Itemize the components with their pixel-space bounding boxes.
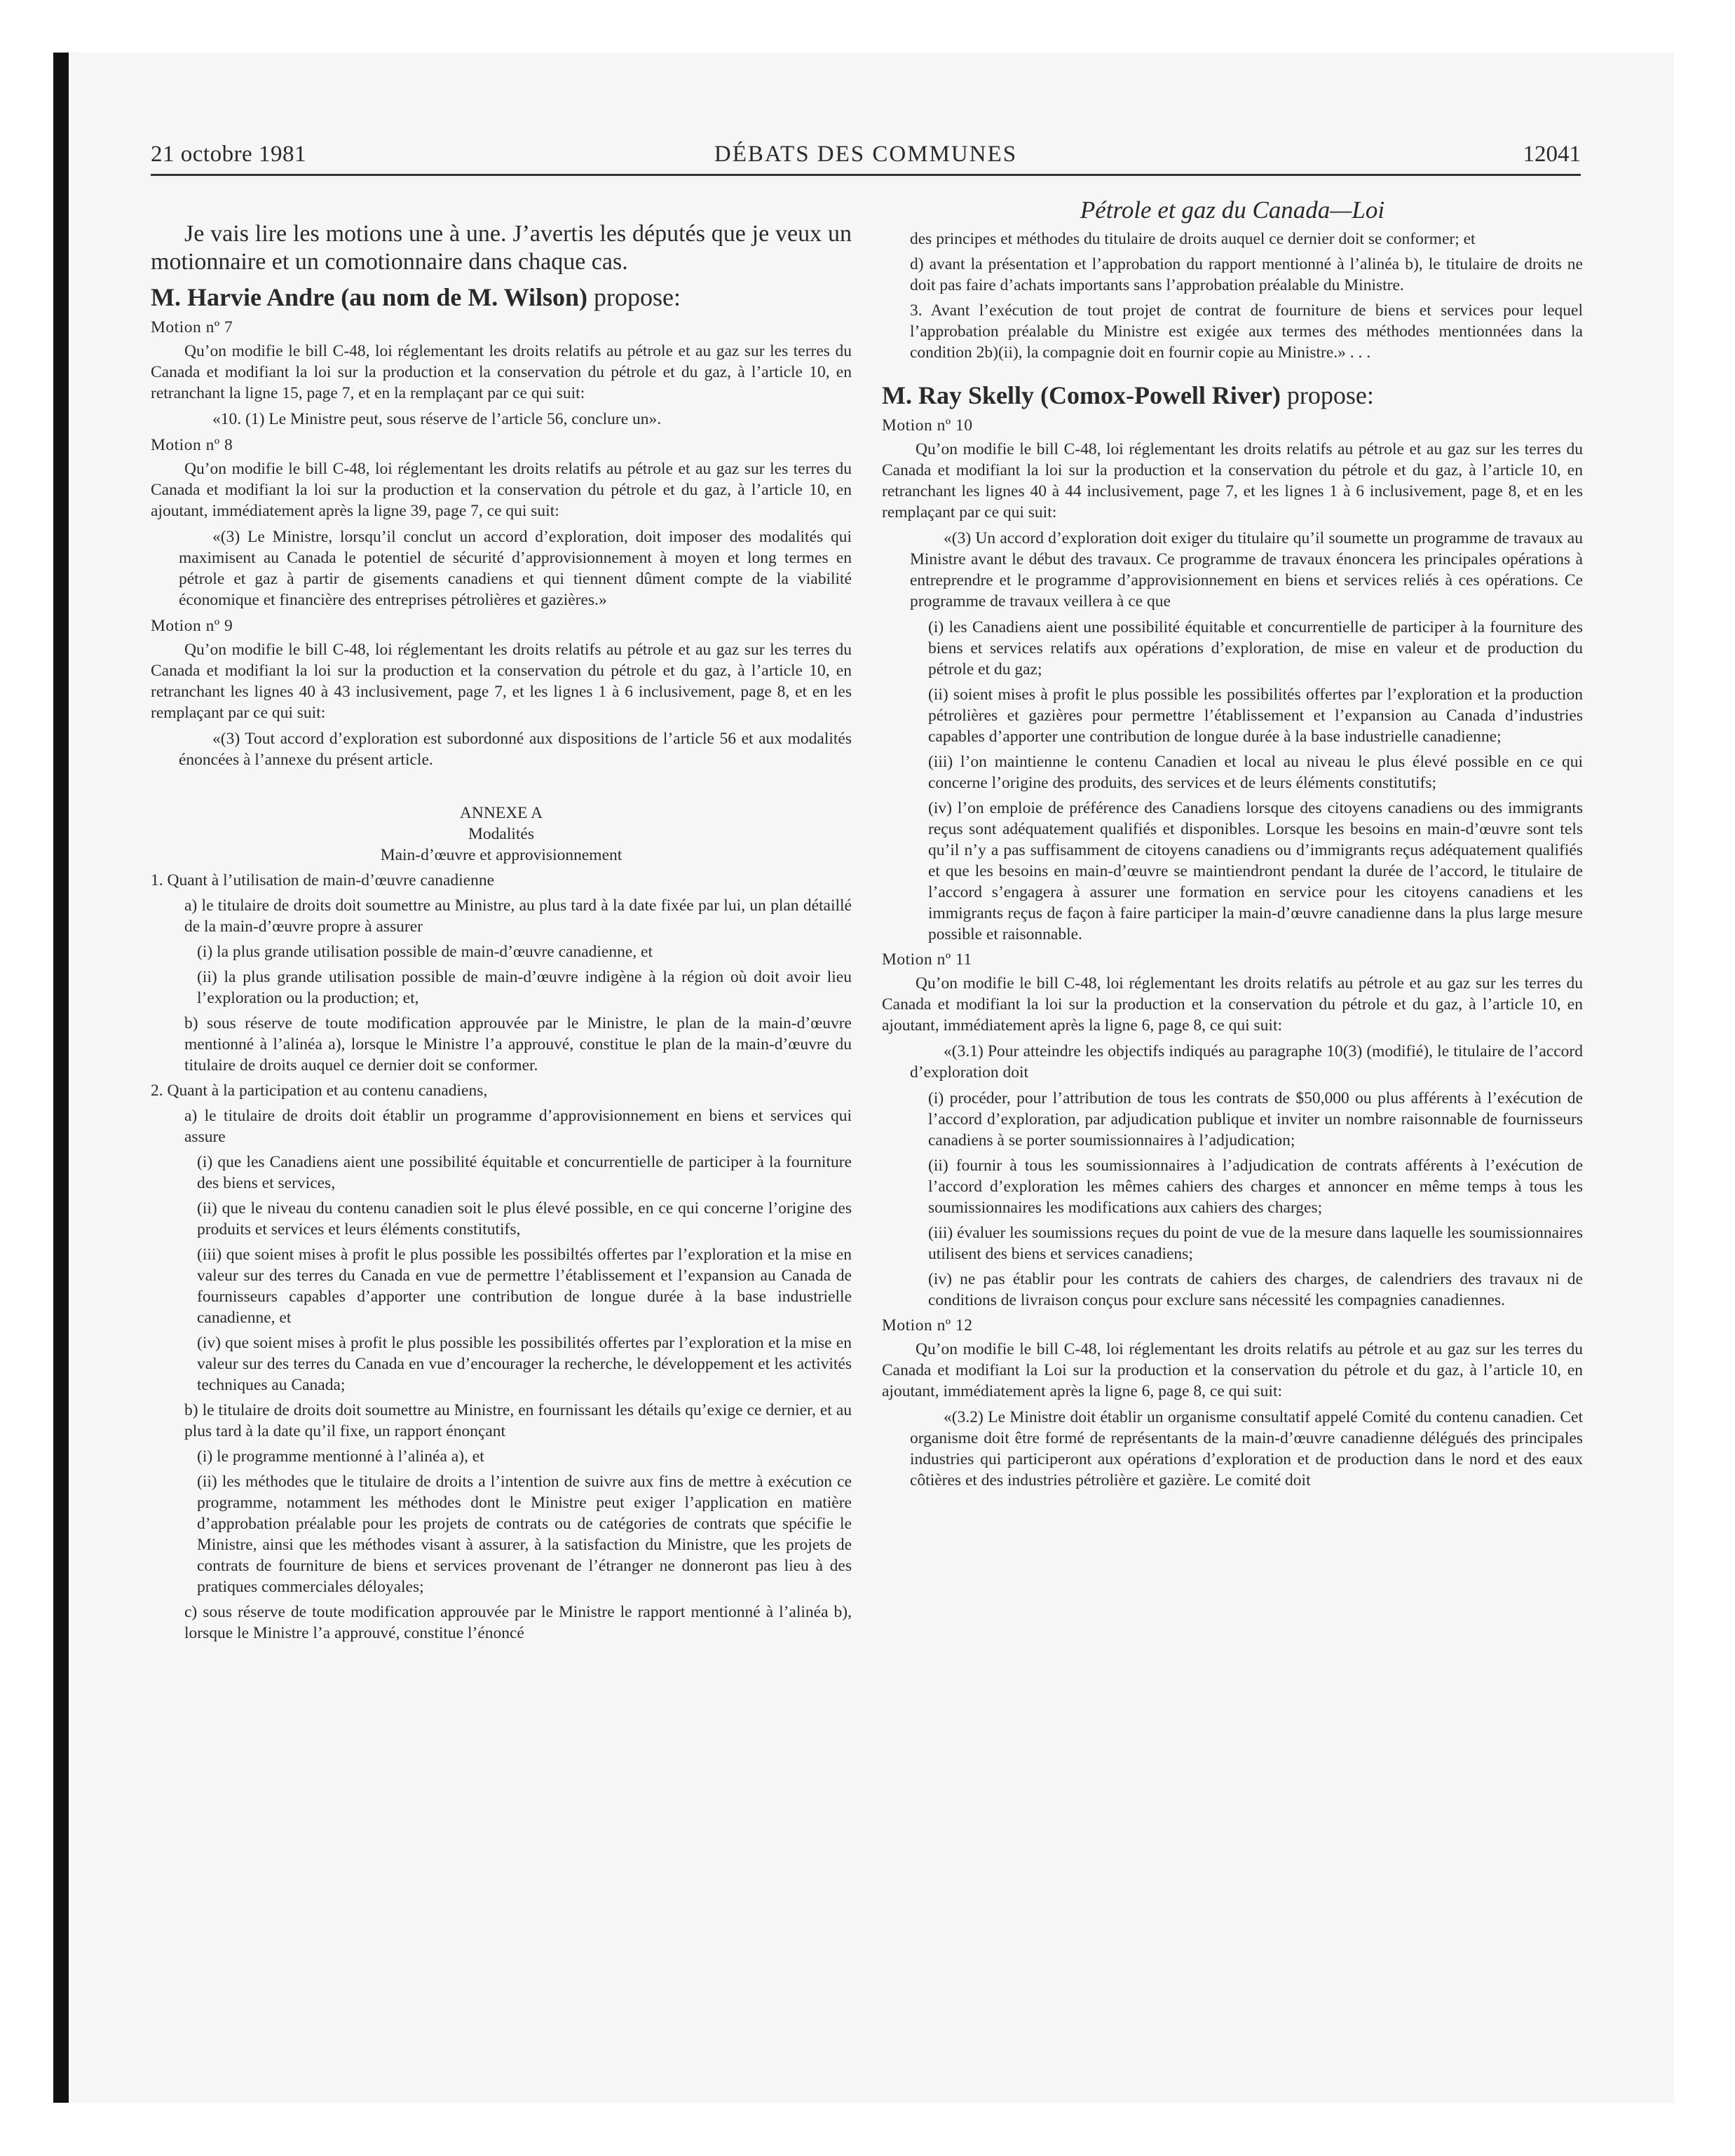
annex-subclause: (ii) que le niveau du contenu canadien soit le plus élevé possible, en ce qui concerne l’origine des produits et services et leurs éléments constitutifs, [197, 1199, 852, 1239]
motion-quote: «(3.2) Le Ministre doit établir un organisme consultatif appelé Comité du contenu canadien. Cet organisme doit être formé de représentants de la main-d’œuvre canadienne délégués des principales industries qui participeront aux opérations d’exploration et de production dans le nord et des eaux côtières et des industries pétrolière et gazière. Le comité doit [910, 1408, 1583, 1489]
annex-section: 1. Quant à l’utilisation de main-d’œuvre canadienne [151, 871, 495, 889]
annex-subtitle: Modalités [468, 825, 534, 843]
annex-subclause: (ii) les méthodes que le titulaire de droits a l’intention de suivre aux fins de mettre à exécution ce programme, notamment les méthodes dont le Ministre peut exiger l’application en matière d’approbation préalable pour les projets de contrats ou de catégories de contrats que spécifie le Ministre, ainsi que les méthodes visant à assurer, à la satisfaction du Ministre, que les projets de contrats de fourniture de biens et services provenant de l’étranger ne donneront pas lieu à des pratiques commerciales déloyales; [197, 1473, 852, 1596]
annex-clause: a) le titulaire de droits doit établir un programme d’approvisionnement en biens et services qui assure [184, 1107, 852, 1146]
motion-quote: «10. (1) Le Ministre peut, sous réserve de l’article 56, conclure un». [212, 410, 662, 428]
page-header [151, 142, 1581, 176]
motion-text: Qu’on modifie le bill C-48, loi réglementant les droits relatifs au pétrole et au gaz sur les terres du Canada et modifiant la loi sur la production et la conservation du pétrole et du gaz, à l’article 10, en retranchant la ligne 15, page 7, et en la remplaçant par ce qui suit: [151, 342, 852, 402]
header-page-number: 12041 [1523, 142, 1581, 167]
motion-label: Motion nº 11 [882, 950, 972, 969]
annex-continuation: des principes et méthodes du titulaire de droits auquel ce dernier doit se conformer; et [910, 230, 1476, 248]
motion-quote: «(3.1) Pour atteindre les objectifs indiqués au paragraphe 10(3) (modifié), le titulaire de l’accord d’exploration doit [910, 1042, 1583, 1082]
annex-subclause: (i) que les Canadiens aient une possibilité équitable et concurrentielle de participer à la fourniture des biens et services, [197, 1153, 852, 1192]
header-date: 21 octobre 1981 [151, 142, 306, 167]
motion-subclause: (iii) l’on maintienne le contenu Canadien et local au niveau le plus élevé possible en ce qui concerne l’origine des produits, des services et de leurs éléments constitutifs; [928, 753, 1583, 792]
running-title: Pétrole et gaz du Canada—Loi [1080, 196, 1385, 224]
speaker-name: M. Ray Skelly (Comox-Powell River) [882, 381, 1281, 409]
annex-subclause: (iii) que soient mises à profit le plus possible les possibiltés offertes par l’exploration et la mise en valeur sur des terres du Canada en vue de permettre l’établissement et l’expansion au Canada de fournisseurs capables d’apporter une contribution de longue durée à la base industrielle canadienne, et [197, 1246, 852, 1327]
annex-section: 3. Avant l’exécution de tout projet de contrat de fourniture de biens et services pour lequel l’approbation préalable du Ministre est exigée aux termes des méthodes mentionnées dans la condition 2b)(ii), la compagnie doit en fournir copie au Ministre.» . . . [910, 301, 1583, 362]
motion-subclause: (iv) l’on emploie de préférence des Canadiens lorsque des citoyens canadiens ou des immigrants reçus sont adéquatement qualifiés et disponibles. Lorsque les besoins en main-d’œuvre sont tels qu’il n’y a pas suffisamment de citoyens canadiens ou d’immigrants reçus adéquatement qualifiés et que les besoins en main-d’œuvre se maintiendront pendant la durée de l’accord, le titulaire de l’accord s’engagera à assurer une formation en service pour les citoyens canadiens et les immigrants reçus de façon à faire participer la main-d’œuvre canadienne dans la plus large mesure possible et raisonnable. [928, 799, 1583, 943]
motion-text: Qu’on modifie le bill C-48, loi réglementant les droits relatifs au pétrole et au gaz sur les terres du Canada et modifiant la loi sur la production et la conservation du pétrole et du gaz, à l’article 10, en retranchant les lignes 40 à 44 inclusivement, page 7, et les lignes 1 à 6 inclusivement, page 8, et en les remplaçant par ce qui suit: [882, 440, 1583, 521]
speaker-verb: propose: [1280, 381, 1374, 409]
annex-subclause: (iv) que soient mises à profit le plus possible les possibilités offertes par l’exploration et la mise en valeur sur des terres du Canada en vue d’encourager la recherche, le développement et les activités techniques au Canada; [197, 1334, 852, 1394]
motion-subclause: (ii) soient mises à profit le plus possible les possibilités offertes par l’exploration et la production pétrolières et gazières pour permettre l’établissement et l’expansion au Canada d’industries capables d’apporter une contribution de longue durée à la base industrielle canadienne; [928, 685, 1583, 746]
motion-subclause: (iii) évaluer les soumissions reçues du point de vue de la mesure dans laquelle les soumissionnaires utilisent des biens et services canadiens; [928, 1224, 1583, 1263]
annex-clause: a) le titulaire de droits doit soumettre au Ministre, au plus tard à la date fixée par lui, un plan détaillé de la main-d’œuvre propre à assurer [184, 896, 852, 936]
annex-section: 2. Quant à la participation et au contenu canadiens, [151, 1082, 488, 1100]
annex-clause: c) sous réserve de toute modification approuvée par le Ministre le rapport mentionné à l’alinéa b), lorsque le Ministre l’a approuvé, constitue l’énoncé [184, 1603, 852, 1642]
motion-quote: «(3) Un accord d’exploration doit exiger du titulaire qu’il soumette un programme de travaux au Ministre avant le début des travaux. Ce programme de travaux énoncera les principales opérations à entreprendre et le programme d’approvisionnement en biens et services reliés à ces opérations. Ce programme de travaux veillera à ce que [910, 529, 1583, 610]
speaker-name: M. Harvie Andre (au nom de M. Wilson) [151, 283, 588, 311]
motion-text: Qu’on modifie le bill C-48, loi réglementant les droits relatifs au pétrole et au gaz sur les terres du Canada et modifiant la loi sur la production et la conservation du pétrole et du gaz, à l’article 10, en ajoutant, immédiatement après la ligne 39, page 7, ce qui suit: [151, 460, 852, 520]
motion-quote: «(3) Tout accord d’exploration est subordonné aux dispositions de l’article 56 et aux modalités énoncées à l’annexe du présent article. [179, 730, 852, 769]
motion-subclause: (iv) ne pas établir pour les contrats de cahiers des charges, de calendriers des travaux ni de conditions de livraison conçus pour exclure sans nécessité les compagnies canadiennes. [928, 1270, 1583, 1309]
annex-subclause: (ii) la plus grande utilisation possible de main-d’œuvre indigène à la région où doit avoir lieu l’exploration ou la production; et, [197, 968, 852, 1007]
annex-clause: d) avant la présentation et l’approbation du rapport mentionné à l’alinéa b), le titulaire de droits ne doit pas faire d’achats importants sans l’approbation préalable du Ministre. [910, 255, 1583, 294]
motion-label: Motion nº 7 [151, 318, 233, 336]
speaker-line [151, 282, 852, 313]
motion-text: Qu’on modifie le bill C-48, loi réglementant les droits relatifs au pétrole et au gaz sur les terres du Canada et modifiant la Loi sur la production et la conservation du pétrole et du gaz, à l’article 10, en ajoutant, immédiatement après la ligne 6, page 8, ce qui suit: [882, 1340, 1583, 1400]
motion-label: Motion nº 8 [151, 436, 233, 454]
speaker-verb: propose: [587, 283, 681, 311]
motion-text: Qu’on modifie le bill C-48, loi réglementant les droits relatifs au pétrole et au gaz sur les terres du Canada et modifiant la loi sur la production et la conservation du pétrole et du gaz, à l’article 10, en retranchant les lignes 40 à 43 inclusivement, page 7, et les lignes 1 à 6 inclusivement, page 8, et en les remplaçant par ce qui suit: [151, 641, 852, 722]
annex-subclause: (i) la plus grande utilisation possible de main-d’œuvre canadienne, et [197, 943, 653, 961]
annex-subtitle: Main-d’œuvre et approvisionnement [380, 846, 622, 864]
motion-label: Motion nº 12 [882, 1316, 973, 1335]
motion-subclause: (ii) fournir à tous les soumissionnaires à l’adjudication de contrats afférents à l’exécution de l’accord d’exploration les mêmes cahiers des charges et annoncer en même temps à tous les soumissionnaires les modifications aux cahiers des charges; [928, 1157, 1583, 1217]
motion-quote: «(3) Le Ministre, lorsqu’il conclut un accord d’exploration, doit imposer des modalités qui maximisent au Canada le potentiel de sécurité d’approvisionnement à moyen et long termes en pétrole et gaz à partir de gisements canadiens et qui tiennent dûment compte de la viabilité économique et financière des entreprises pétrolières et gazières.» [179, 528, 852, 609]
motion-text: Qu’on modifie le bill C-48, loi réglementant les droits relatifs au pétrole et au gaz sur les terres du Canada et modifiant la loi sur la production et la conservation du pétrole et du gaz, à l’article 10, en ajoutant, immédiatement après la ligne 6, page 8, ce qui suit: [882, 974, 1583, 1035]
intro-paragraph: Je vais lire les motions une à une. J’avertis les députés que je veux un motionnaire et un comotionnaire dans chaque cas. [151, 221, 852, 275]
right-column [882, 196, 1583, 1496]
annex-clause: b) sous réserve de toute modification approuvée par le Ministre, le plan de la main-d’œuvre mentionné à l’alinéa a), lorsque le Ministre l’a approuvé, constitue le plan de la main-d’œuvre du titulaire de droits auquel ce dernier doit se conformer. [184, 1014, 852, 1074]
annex-title: ANNEXE A [459, 804, 543, 822]
motion-label: Motion nº 9 [151, 617, 233, 635]
annex-clause: b) le titulaire de droits doit soumettre au Ministre, en fournissant les détails qu’exige ce dernier, et au plus tard à la date qu’il fixe, un rapport énonçant [184, 1401, 852, 1440]
header-title: DÉBATS DES COMMUNES [714, 142, 1018, 167]
motion-label: Motion nº 10 [882, 416, 973, 435]
motion-subclause: (i) les Canadiens aient une possibilité équitable et concurrentielle de participer à la fourniture des biens et services relatifs aux opérations d’exploration, de mise en valeur et de production du pétrole et du gaz; [928, 618, 1583, 678]
motion-subclause: (i) procéder, pour l’attribution de tous les contrats de $50,000 ou plus afférents à l’exécution de l’accord d’exploration, par adjudication publique et inviter un nombre raisonnable de fournisseurs canadiens à se porter soumissionnaires à l’adjudication; [928, 1089, 1583, 1149]
annex-subclause: (i) le programme mentionné à l’alinéa a), et [197, 1447, 484, 1466]
speaker-line [882, 380, 1583, 411]
left-column [151, 189, 852, 1648]
